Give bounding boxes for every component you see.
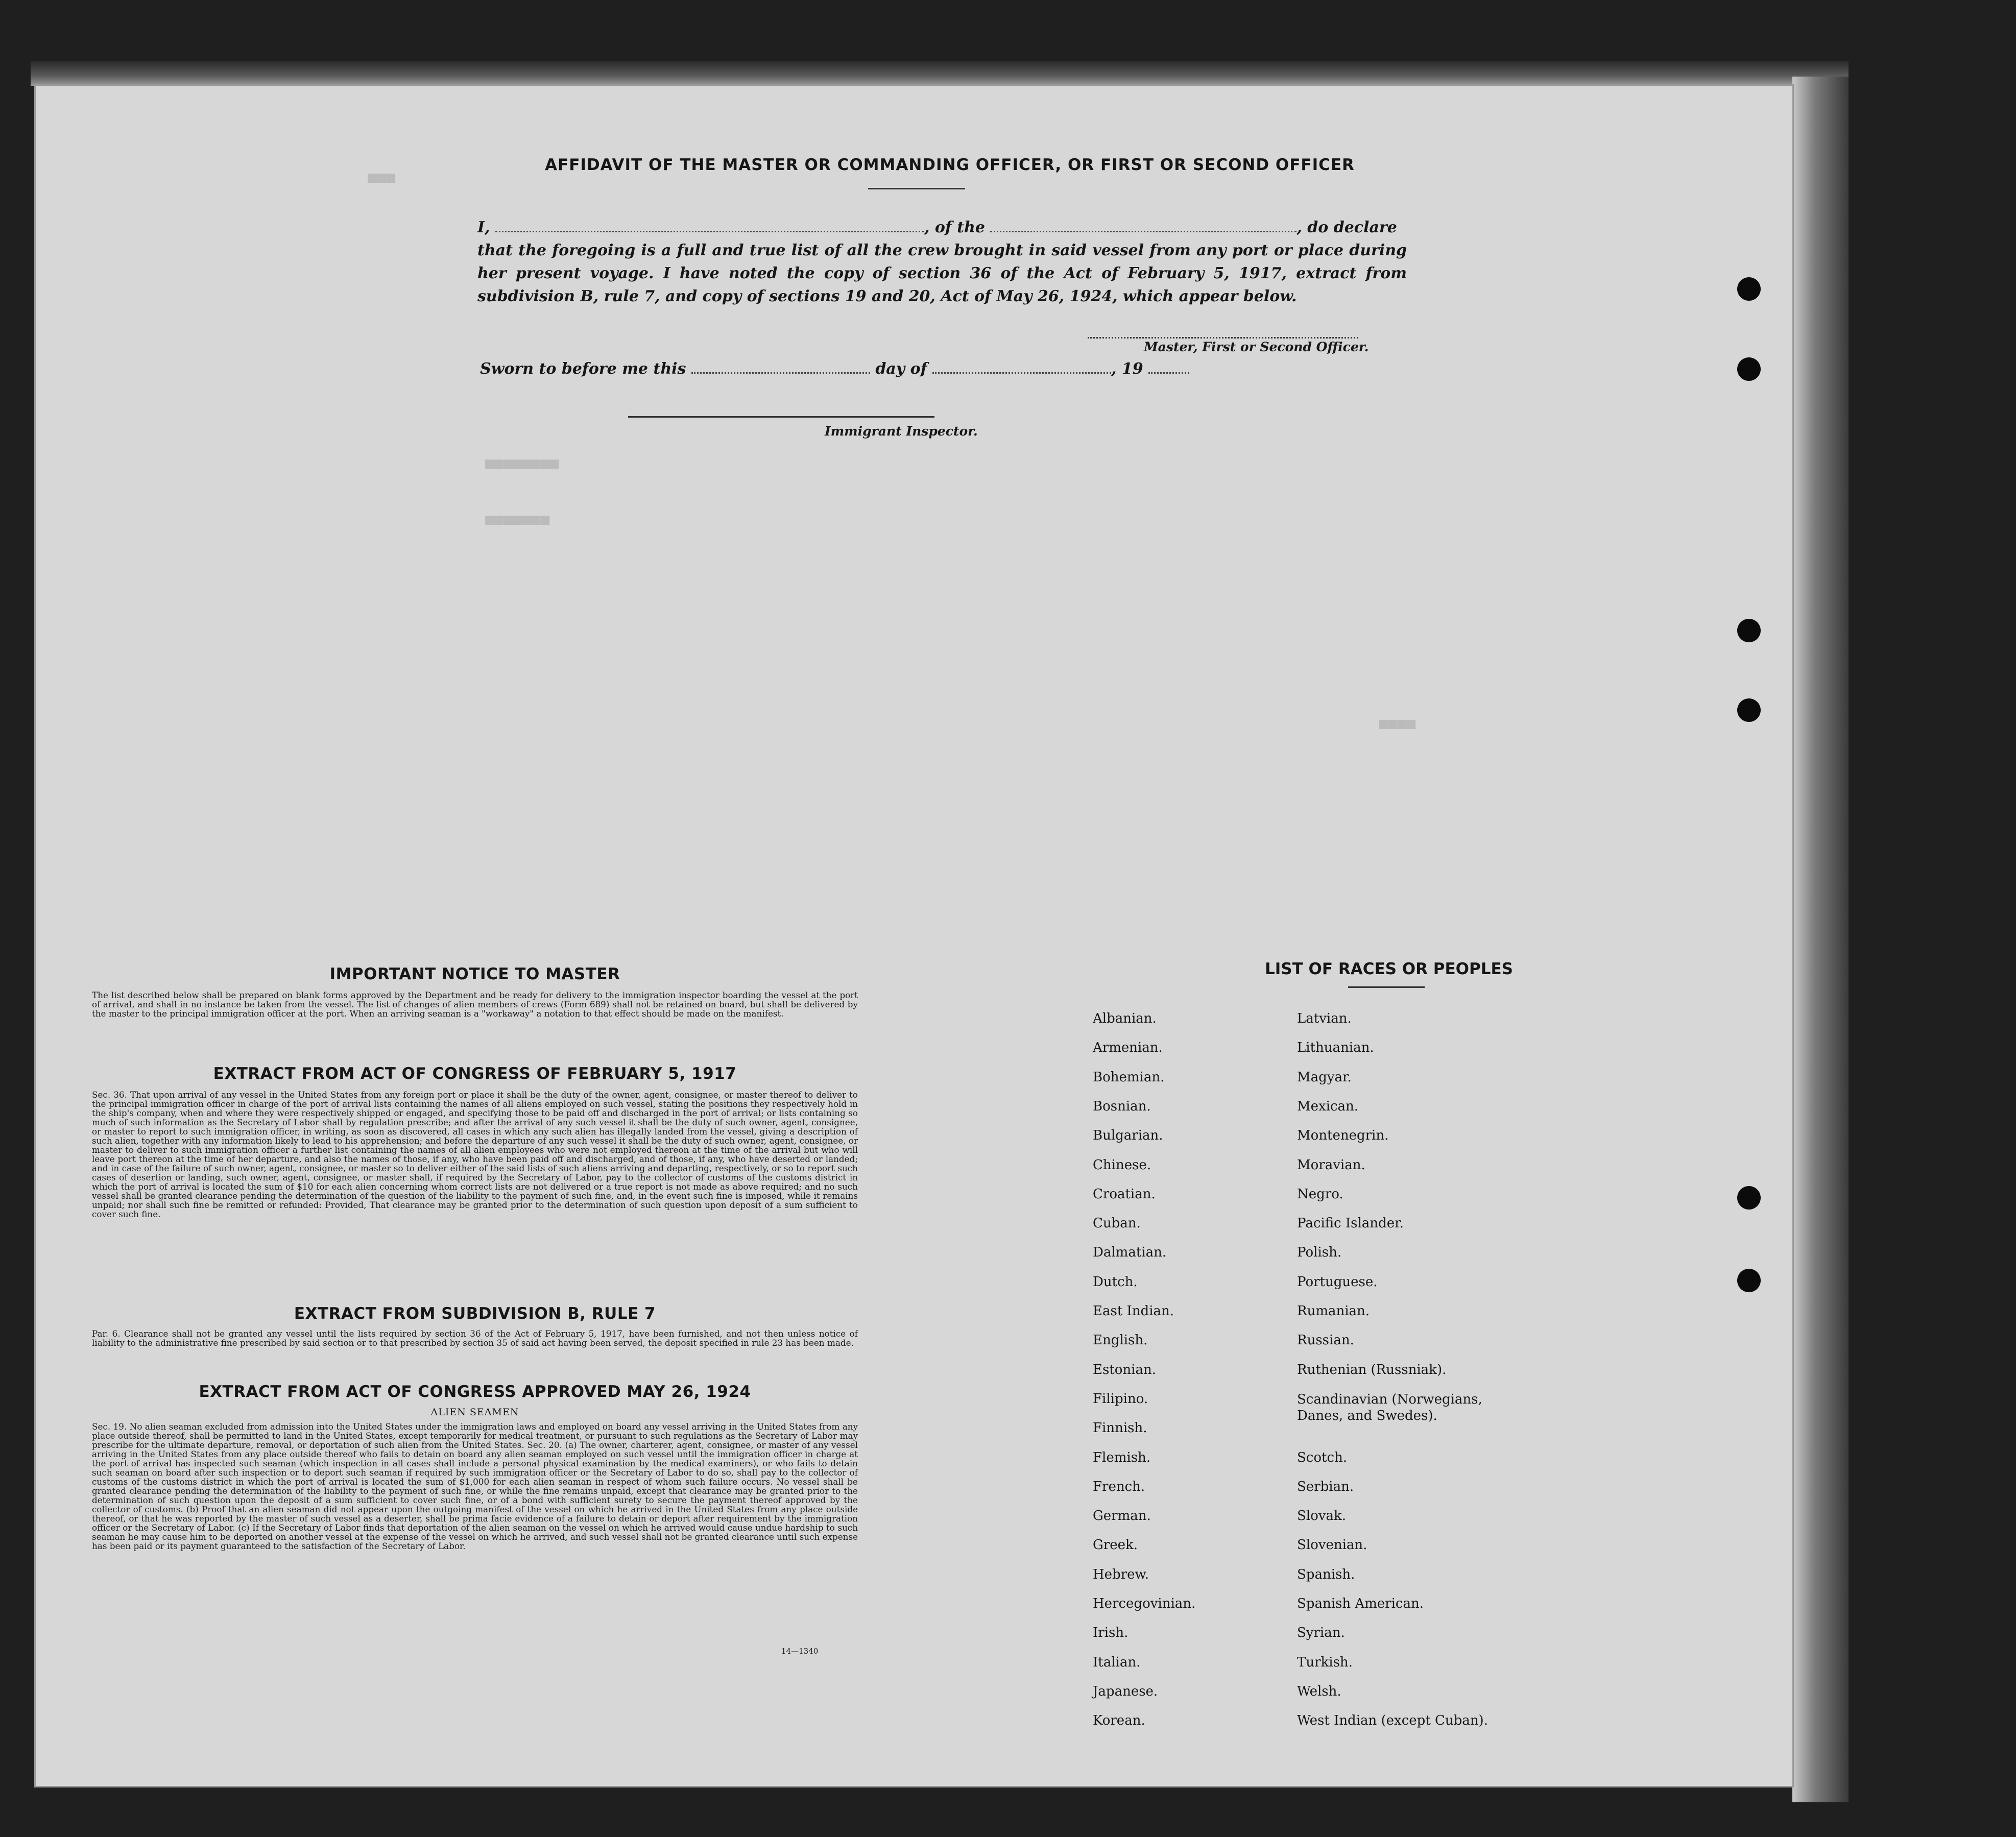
punch-hole — [1737, 277, 1761, 301]
rule7-title: EXTRACT FROM SUBDIVISION B, RULE 7 — [294, 1304, 656, 1323]
form-number: 14—1340 — [781, 1647, 819, 1656]
inspector-signature-line[interactable] — [628, 416, 934, 418]
race-item: Ruthenian (Russniak). — [1297, 1362, 1447, 1377]
race-item: Spanish. — [1297, 1567, 1355, 1582]
race-item: Spanish American. — [1297, 1596, 1424, 1611]
page-shadow-top — [31, 61, 1849, 86]
affidavit-declaration-line — [477, 219, 1407, 236]
race-item: Cuban. — [1093, 1216, 1141, 1231]
race-item: Italian. — [1093, 1655, 1141, 1670]
race-item: Hebrew. — [1093, 1567, 1149, 1582]
race-item: Scotch. — [1297, 1450, 1348, 1465]
inspector-caption: Immigrant Inspector. — [825, 424, 978, 439]
race-item: Rumanian. — [1297, 1303, 1370, 1319]
punch-hole — [1737, 1186, 1761, 1210]
race-item: German. — [1093, 1508, 1151, 1524]
sworn-day-blank[interactable] — [691, 372, 870, 374]
affidavit-body: that the foregoing is a full and true list of all the crew brought in said vessel from any port or place during her present voyage. I have noted the copy of section 36 of the Act of February 5, 1917, extract from subdivision B, rule 7, and copy of sections 19 and 20, Act of May 26, 1924, which appear below. — [477, 241, 1407, 305]
bleed-through-mark: ■■■■■■■ — [485, 511, 550, 528]
race-item: Croatian. — [1093, 1187, 1156, 1202]
race-item: Dalmatian. — [1093, 1245, 1167, 1260]
notice-title: IMPORTANT NOTICE TO MASTER — [329, 965, 620, 983]
race-item: West Indian (except Cuban). — [1297, 1713, 1488, 1728]
sworn-line — [480, 360, 1189, 378]
bleed-through-mark: ■■■■■■■■ — [485, 454, 559, 472]
punch-hole — [1737, 698, 1761, 722]
race-item: Japanese. — [1093, 1684, 1158, 1699]
race-item: Turkish. — [1297, 1655, 1353, 1670]
race-item: Filipino. — [1093, 1391, 1148, 1407]
act-1917-text: Sec. 36. That upon arrival of any vessel in the United States from any foreign port or place it shall be the duty of the owner, agent, consignee, or master thereof to deliver to the principal immigration officer in charge of the port of arrival lists containing the names of all aliens employed on such vessel, stating the positions they respectively hold in the ship's company, when and where they were respectively shipped or engaged, and specifying those to be paid off and discharged in the port of arrival; or lists containing so much of such information as the Secretary of Labor shall by regulation prescribe; and after the arrival of any such vessel it shall be the duty of such owner, agent, consignee, or master to report to such immigration officer, in writing, as soon as discovered, all cases in which any such alien has illegally landed from the vessel, giving a description of such alien, together with any information likely to lead to his apprehension; and before the departure of any such vessel it shall be the duty of such owner, agent, consignee, or master to deliver to such immigration officer a further list containing the names of all alien employees who were not employed thereon at the time of the arrival but who will leave port thereon at the time of her departure, and also the names of those, if any, who have been paid off and discharged, and of those, if any, who have deserted or landed; and in case of the failure of such owner, agent, consignee, or master so to deliver either of the said lists of such aliens arriving and departing, respectively, or so to report such cases of desertion or landing, such owner, agent, consignee, or master shall, if required by the Secretary of Labor, pay to the collector of customs of the customs district in which the port of arrival is located the sum of $10 for each alien concerning whom correct lists are not delivered or a true report is not made as above required; and no such vessel shall be granted clearance pending the determination of the question of the liability to the payment of such fine, and, in the event such fine is imposed, while it remains unpaid; nor shall such fine be remitted or refunded: Provided, That clearance may be granted prior to the determination of such question upon deposit of a sum sufficient to cover such fine. — [92, 1090, 858, 1219]
act-1924-title: EXTRACT FROM ACT OF CONGRESS APPROVED MAY 26, 1924 — [199, 1383, 751, 1401]
race-item: Moravian. — [1297, 1157, 1365, 1173]
rule7-text: Par. 6. Clearance shall not be granted any vessel until the lists required by section 36 of the Act of February 5, 1917, have been furnished, and not then unless notice of liability to the administrative fine prescribed by said section or to that prescribed by section 35 of said act having been served, the deposit specified in rule 23 has been made. — [92, 1328, 858, 1348]
act-1924-text: Sec. 19. No alien seaman excluded from admission into the United States under the immigration laws and employed on board any vessel arriving in the United States from any place outside thereof, shall be permitted to land in the United States, except temporarily for medical treatment, or pursuant to such regulations as the Secretary of Labor may prescribe for the ultimate departure, removal, or deportation of such alien from the United States. Sec. 20. (a) The owner, charterer, agent, consignee, or master of any vessel arriving in the United States from any place outside thereof who fails to detain on board any alien seaman employed on such vessel until the immigration officer in charge at the port of arrival has inspected such seaman (which inspection in all cases shall include a personal physical examination by the medical examiners), or who fails to detain such seaman on board after such inspection or to deport such seaman if required by such immigration officer or the Secretary of Labor to do so, shall pay to the collector of customs of the customs district in which the port of arrival is located the sum of $1,000 for each alien seaman in respect of whom such failure occurs. No vessel shall be granted clearance pending the determination of the liability to the payment of such fine, or while the fine remains unpaid, except that clearance may be granted prior to the determination of such question upon the deposit of a sum sufficient to cover such fine, or of a bond with sufficient surety to secure the payment thereof approved by the collector of customs. (b) Proof that an alien seaman did not appear upon the outgoing manifest of the vessel on which he arrived in the United States from any place outside thereof, or that he was reported by the master of such vessel as a deserter, shall be prima facie evidence of a failure to detain or deport after requirement by the immigration officer or the Secretary of Labor. (c) If the Secretary of Labor finds that deportation of the alien seaman on the vessel on which he arrived would cause undue hardship to such seaman he may cause him to be deported on another vessel at the expense of the vessel on which he arrived, and such vessel shall not be granted clearance until such expense has been paid or its payment guaranteed to the satisfaction of the Secretary of Labor. — [92, 1421, 858, 1551]
race-item: Lithuanian. — [1297, 1040, 1374, 1055]
races-title-underline — [1348, 986, 1425, 988]
race-item: Bohemian. — [1093, 1070, 1165, 1085]
race-item: Serbian. — [1297, 1479, 1354, 1494]
race-item: Slovak. — [1297, 1508, 1346, 1524]
race-item: Pacific Islander. — [1297, 1216, 1404, 1231]
race-item: English. — [1093, 1333, 1148, 1348]
page-edge-right — [1792, 77, 1849, 1802]
sworn-day-of: day of — [875, 360, 927, 378]
notice-text: The list described below shall be prepared on blank forms approved by the Department and be ready for delivery to the immigration inspector boarding the vessel at the port of arrival, and shall in no instance be taken from the vessel. The list of changes of alien members of crews (Form 689) shall not be retained on board, but shall be delivered by the master to the principal immigration officer at the port. When an arriving seaman is a "workaway" a notation to that effect should be made on the manifest. — [92, 990, 858, 1019]
race-item: Bosnian. — [1093, 1099, 1151, 1114]
race-item: Flemish. — [1093, 1450, 1151, 1465]
race-item: Russian. — [1297, 1333, 1354, 1348]
bleed-through-mark: ■■■■ — [1379, 715, 1416, 733]
race-item: Dutch. — [1093, 1274, 1138, 1290]
race-item: Welsh. — [1297, 1684, 1341, 1699]
bleed-through-mark: ■■■ — [368, 168, 396, 186]
race-item: East Indian. — [1093, 1303, 1174, 1319]
punch-hole — [1737, 357, 1761, 381]
race-item: Scandinavian (Norwegians, Danes, and Swedes). — [1297, 1392, 1482, 1423]
vessel-blank[interactable] — [990, 231, 1297, 232]
race-item: Syrian. — [1297, 1625, 1345, 1640]
punch-hole — [1737, 619, 1761, 642]
race-item: Bulgarian. — [1093, 1128, 1163, 1143]
race-item: Korean. — [1093, 1713, 1145, 1728]
act-1917-title: EXTRACT FROM ACT OF CONGRESS OF FEBRUARY 5, 1917 — [213, 1065, 737, 1083]
race-item: Chinese. — [1093, 1157, 1151, 1173]
race-item: Finnish. — [1093, 1420, 1147, 1436]
sworn-month-blank[interactable] — [932, 372, 1111, 374]
sworn-year-blank[interactable] — [1148, 372, 1189, 374]
races-title: LIST OF RACES OR PEOPLES — [1264, 960, 1514, 978]
race-item: Latvian. — [1297, 1011, 1352, 1026]
affidavit-title: AFFIDAVIT OF THE MASTER OR COMMANDING OFFICER, OR FIRST OR SECOND OFFICER — [545, 156, 1355, 174]
act-1924-subtitle: ALIEN SEAMEN — [430, 1407, 519, 1418]
race-item: Irish. — [1093, 1625, 1129, 1640]
race-item: Slovenian. — [1297, 1537, 1367, 1553]
sworn-year: , 19 — [1111, 360, 1143, 378]
race-item: Hercegovinian. — [1093, 1596, 1196, 1611]
race-item: Mexican. — [1297, 1099, 1359, 1114]
race-item: Albanian. — [1093, 1011, 1157, 1026]
master-caption: Master, First or Second Officer. — [1144, 340, 1369, 354]
title-underline — [868, 188, 965, 189]
punch-hole — [1737, 1269, 1761, 1292]
race-item: Polish. — [1297, 1245, 1342, 1260]
master-signature-line[interactable] — [1088, 337, 1358, 339]
declaration-of: , of the — [924, 219, 985, 236]
race-item: Negro. — [1297, 1187, 1343, 1202]
race-item: Greek. — [1093, 1537, 1138, 1553]
race-item: Magyar. — [1297, 1070, 1352, 1085]
sworn-prefix: Sworn to before me this — [480, 360, 686, 378]
name-blank[interactable] — [495, 231, 924, 232]
race-item: Estonian. — [1093, 1362, 1156, 1377]
race-item: Portuguese. — [1297, 1274, 1378, 1290]
declaration-declare: , do declare — [1297, 219, 1397, 236]
race-item: Armenian. — [1093, 1040, 1163, 1055]
declaration-i: I, — [477, 219, 490, 236]
race-item: Montenegrin. — [1297, 1128, 1389, 1143]
race-item: French. — [1093, 1479, 1145, 1494]
